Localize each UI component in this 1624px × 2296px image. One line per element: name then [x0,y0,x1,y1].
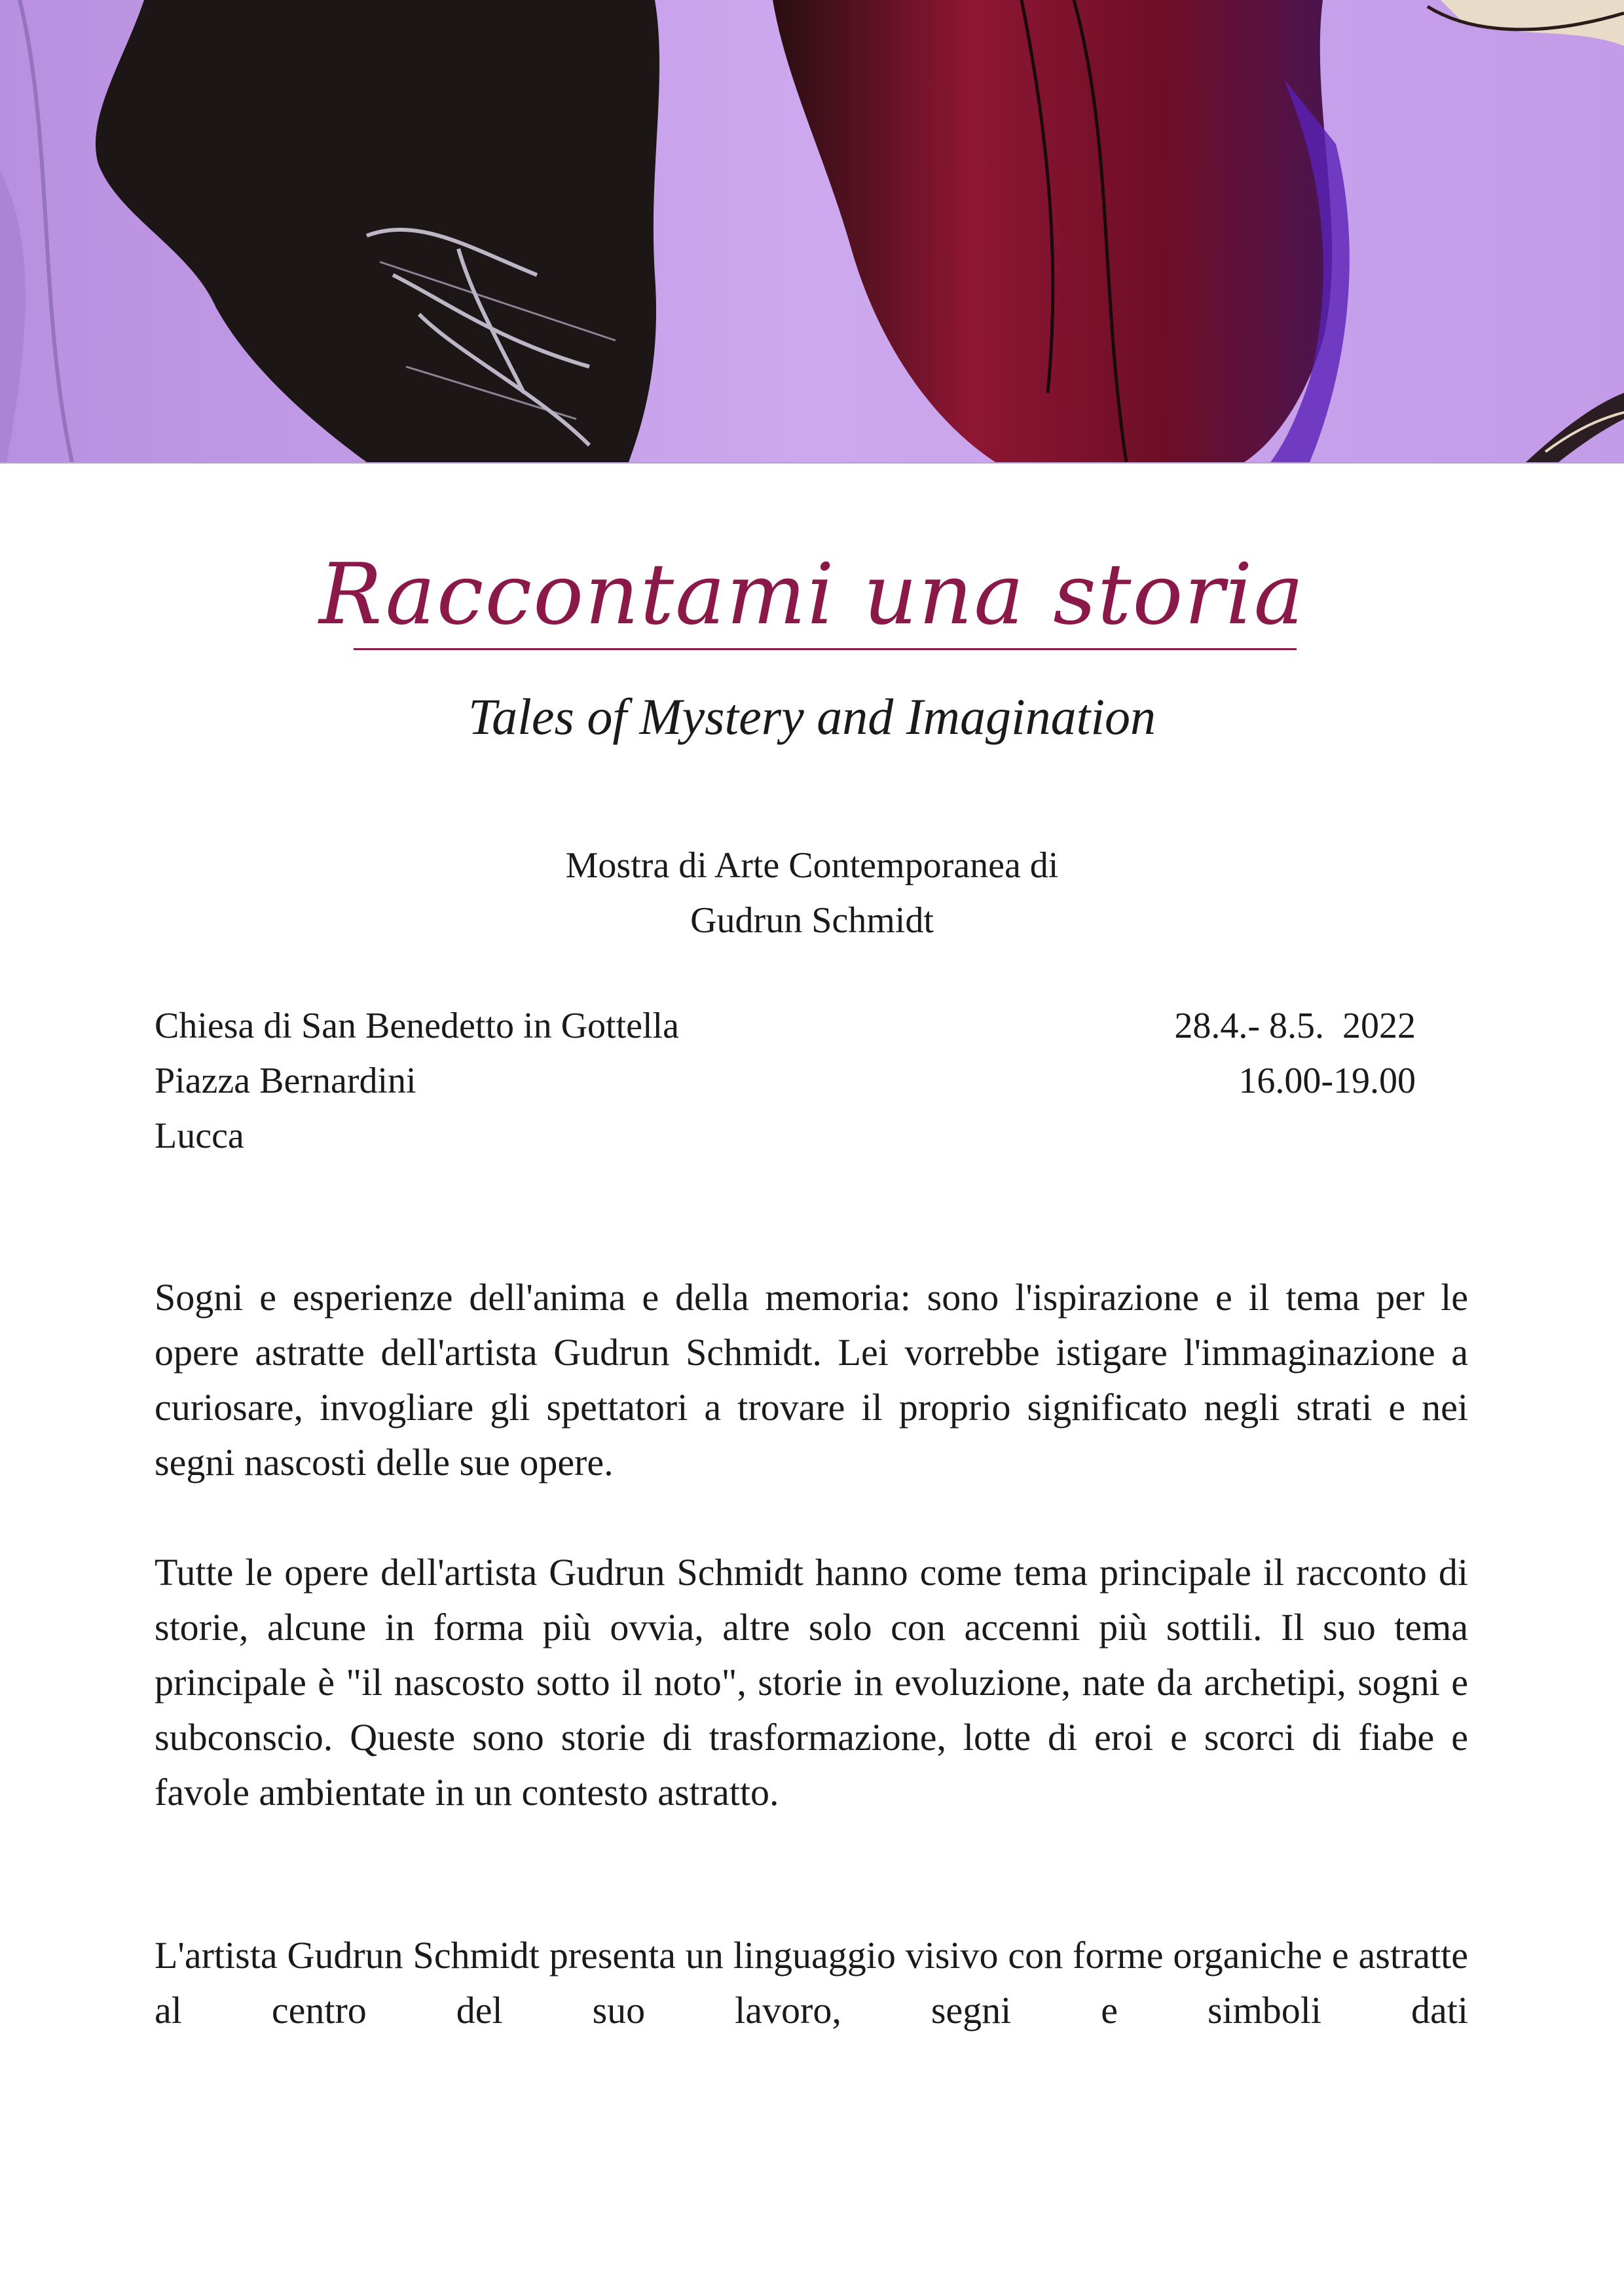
paragraph-1: Sogni e esperienze dell'anima e della memoria: sono l'ispirazione e il tema per le opere astratte dell'artista Gudrun Schmidt. Lei vorrebbe istigare l'immaginazione a curiosare, invogliare gli spettatori a trovare il proprio significato negli strati e nei segni nascosti delle sue opere. [155,1276,1468,1484]
exhibition-title: Raccontami una storia [319,546,1305,644]
paragraph-3: L'artista Gudrun Schmidt presenta un linguaggio visivo con forme organiche e astratte al centro del suo lavoro, segni e simboli dati [155,1934,1468,2032]
artist-name: Gudrun Schmidt [690,900,934,941]
venue-address [155,998,679,1163]
opening-hours: 16.00-19.00 [1238,1061,1416,1101]
paragraph-2: Tutte le opere dell'artista Gudrun Schmidt hanno come tema principale il racconto di storie, alcune in forma più ovvia, altre solo con accenni più sottili. Il suo tema principale è "il nascosto sotto il noto", storie in evoluzione, nate da archetipi, sogni e subconscio. Queste sono storie di trasformazione, lotte di eroi e scorci di fiabe e favole ambientate in un contesto astratto. [155,1551,1468,1813]
exhibition-subtitle: Tales of Mystery and Imagination [468,688,1156,745]
banner-painting [0,0,1624,464]
venue-place: Chiesa di San Benedetto in Gottella [155,1006,679,1046]
exhibition-schedule [1174,998,1416,1108]
intro-line-1: Mostra di Arte Contemporanea di [565,845,1059,886]
exhibition-dates: 28.4.- 8.5. 2022 [1174,1006,1416,1046]
abstract-painting-image [0,0,1624,462]
title-underline [354,648,1297,650]
exhibition-intro [0,838,1624,948]
venue-square: Piazza Bernardini [155,1061,416,1101]
venue-city: Lucca [155,1116,244,1156]
